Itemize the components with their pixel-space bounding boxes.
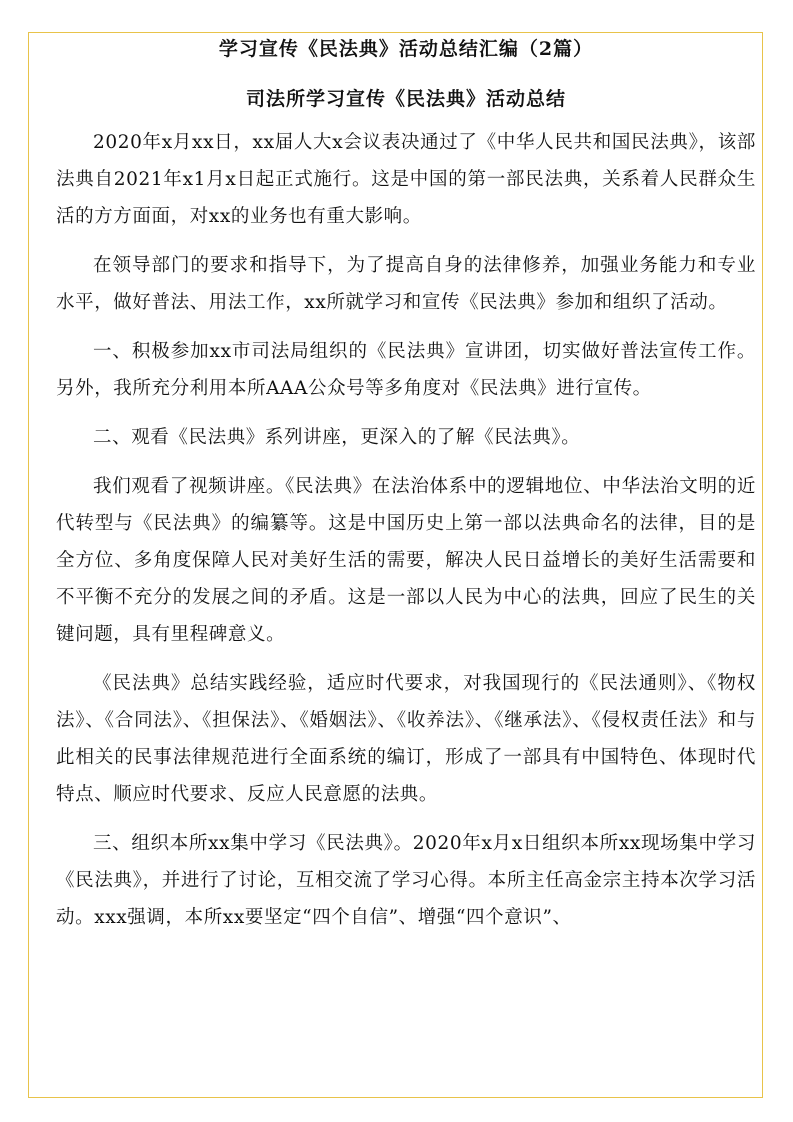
paragraph-4: 二、观看《民法典》系列讲座，更深入的了解《民法典》。 xyxy=(93,427,581,448)
paragraph-6: 《民法典》总结实践经验，适应时代要求，对我国现行的《民法通则》、《物权法》、《合同法》、《担保法》、《婚姻法》、《收养法》、《继承法》、《侵权责任法》和与此相关的民事法律规范进行全面系统的编订，形成了一部具有中国特色、体现时代特点、顺应时代要求、反应人民意愿的法典。 xyxy=(56,673,756,805)
paragraph-2: 在领导部门的要求和指导下，为了提高自身的法律修养，加强业务能力和专业水平，做好普法、用法工作，xx所就学习和宣传《民法典》参加和组织了活动。 xyxy=(56,255,756,313)
paragraph-5: 我们观看了视频讲座。《民法典》在法治体系中的逻辑地位、中华法治文明的近代转型与《民法典》的编纂等。这是中国历史上第一部以法典命名的法律，目的是全方位、多角度保障人民对美好生活的需要，解决人民日益增长的美好生活需要和不平衡不充分的发展之间的矛盾。这是一部以人民为中心的法典，回应了民生的关键问题，具有里程碑意义。 xyxy=(56,476,756,645)
document-title: 学习宣传《民法典》活动总结汇编（2篇） xyxy=(218,38,594,60)
document-subtitle: 司法所学习宣传《民法典》活动总结 xyxy=(245,88,566,110)
paragraph-1: 2020年x月xx日，xx届人大x会议表决通过了《中华人民共和国民法典》，该部法典自2021年x1月x日起正式施行。这是中国的第一部民法典，关系着人民群众生活的方方面面，对xx的业务也有重大影响。 xyxy=(56,132,756,227)
paragraph-3: 一、积极参加xx市司法局组织的《民法典》宣讲团，切实做好普法宣传工作。另外，我所充分利用本所AAA公众号等多角度对《民法典》进行宣传。 xyxy=(56,341,756,399)
document-body xyxy=(56,36,756,936)
paragraph-7: 三、组织本所xx集中学习《民法典》。2020年x月x日组织本所xx现场集中学习《民法典》，并进行了讨论，互相交流了学习心得。本所主任高金宗主持本次学习活动。xxx强调，本所xx要坚定“四个自信”、增强“四个意识”、 xyxy=(56,833,756,928)
